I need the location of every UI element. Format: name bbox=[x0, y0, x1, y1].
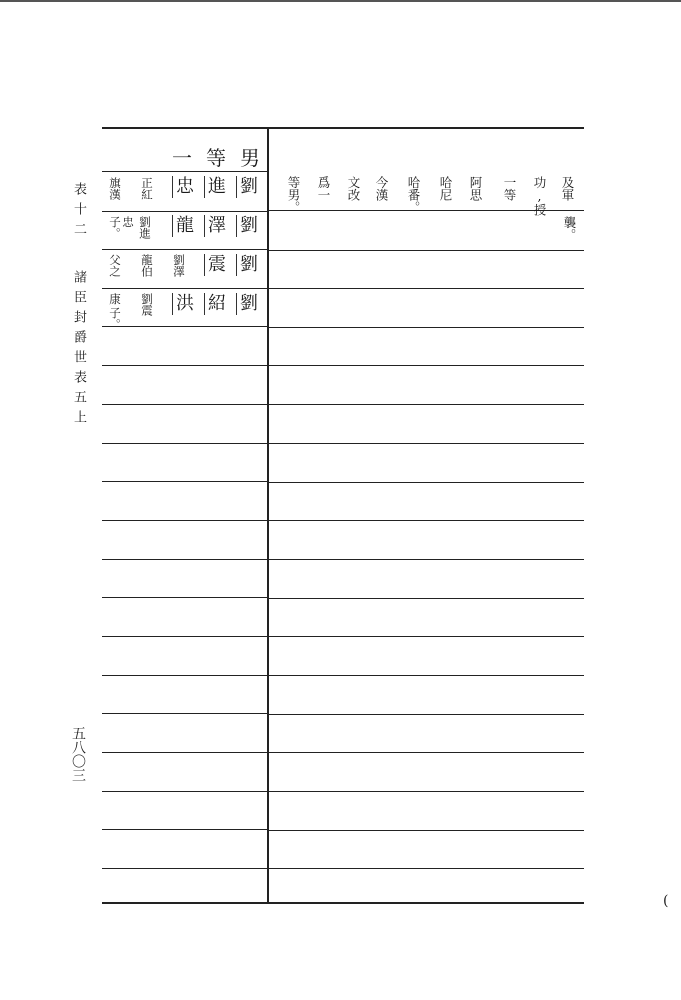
right-row-rule bbox=[269, 404, 584, 405]
left-row-rule bbox=[102, 559, 267, 560]
left-row-rule bbox=[102, 636, 267, 637]
row-name-char: 劉 bbox=[236, 215, 258, 237]
row-note-c: 康 bbox=[108, 293, 122, 305]
left-row-rule bbox=[102, 752, 267, 753]
right-note-col10: 等男。 bbox=[286, 176, 301, 214]
row-name-char: 忠 bbox=[172, 176, 194, 198]
right-note-col3: 一等 bbox=[502, 176, 517, 201]
running-head bbox=[70, 182, 86, 430]
right-row-rule bbox=[269, 559, 584, 560]
row-note-a: 劉進 bbox=[138, 216, 152, 239]
right-note-col2: 功,授 bbox=[532, 176, 547, 216]
running-head-part1: 表十二 bbox=[71, 182, 86, 242]
right-row-rule bbox=[269, 791, 584, 792]
right-note-col9: 爲一 bbox=[316, 176, 331, 201]
row-note-c: 父之 bbox=[108, 254, 122, 277]
right-note-col7: 今漢 bbox=[374, 176, 389, 201]
right-row-rule bbox=[269, 443, 584, 444]
left-row-rule bbox=[102, 171, 267, 172]
row-name-char: 劉 bbox=[236, 293, 258, 315]
row-name-char: 澤 bbox=[204, 215, 226, 237]
right-note-col11: 襲。 bbox=[562, 216, 577, 241]
row-name-char: 洪 bbox=[172, 293, 194, 315]
right-note-col1: 及軍 bbox=[560, 176, 575, 201]
top-border bbox=[0, 0, 681, 2]
table-bottom-rule bbox=[102, 902, 584, 904]
right-row-rule bbox=[269, 288, 584, 289]
right-note-col6: 哈番。 bbox=[406, 176, 421, 214]
row-name-char: 龍 bbox=[172, 215, 194, 237]
right-row-rule bbox=[269, 520, 584, 521]
row-note-b: 子。 bbox=[108, 307, 122, 330]
right-row-rule bbox=[269, 675, 584, 676]
left-row-rule bbox=[102, 829, 267, 830]
left-row-rule bbox=[102, 713, 267, 714]
left-row-rule bbox=[102, 481, 267, 482]
row-note-a: 劉澤 bbox=[172, 254, 186, 277]
left-row-rule bbox=[102, 597, 267, 598]
row-note-a: 劉震 bbox=[140, 293, 154, 316]
right-note-col4: 阿思 bbox=[468, 176, 483, 201]
left-row-rule bbox=[102, 404, 267, 405]
row-name-char: 震 bbox=[204, 254, 226, 276]
right-row-rule bbox=[269, 636, 584, 637]
right-row-rule bbox=[269, 365, 584, 366]
row-name-char: 紹 bbox=[204, 293, 226, 315]
margin-mark: ( bbox=[663, 893, 669, 909]
right-note-col8: 文改 bbox=[346, 176, 361, 201]
page-number: 五八〇三 bbox=[70, 726, 86, 782]
row-name-char: 劉 bbox=[236, 254, 258, 276]
row-note-b: 旗漢 bbox=[108, 177, 122, 200]
right-row-rule bbox=[269, 752, 584, 753]
right-row-rule bbox=[269, 868, 584, 869]
left-row-rule bbox=[102, 520, 267, 521]
row-name-char: 劉 bbox=[236, 176, 258, 198]
right-note-col5: 哈尼 bbox=[438, 176, 453, 201]
left-row-rule bbox=[102, 791, 267, 792]
row-note-a: 正紅 bbox=[140, 177, 154, 200]
left-row-rule bbox=[102, 443, 267, 444]
running-head-part2: 諸臣封爵世表五上 bbox=[71, 270, 86, 430]
row-name-char: 進 bbox=[204, 176, 226, 198]
row-note-b: 忠子。 bbox=[108, 216, 135, 239]
right-row-rule bbox=[269, 830, 584, 831]
row-note-b: 龍伯 bbox=[140, 254, 154, 277]
right-row-rule bbox=[269, 714, 584, 715]
left-row-rule bbox=[102, 675, 267, 676]
right-row-rule bbox=[269, 482, 584, 483]
left-row-rule bbox=[102, 365, 267, 366]
right-row-rule bbox=[269, 598, 584, 599]
left-row-rule bbox=[102, 868, 267, 869]
right-row-rule bbox=[269, 250, 584, 251]
right-row-rule bbox=[269, 327, 584, 328]
table-top-rule bbox=[102, 127, 584, 129]
table-header-title: 一等男 bbox=[172, 146, 274, 170]
